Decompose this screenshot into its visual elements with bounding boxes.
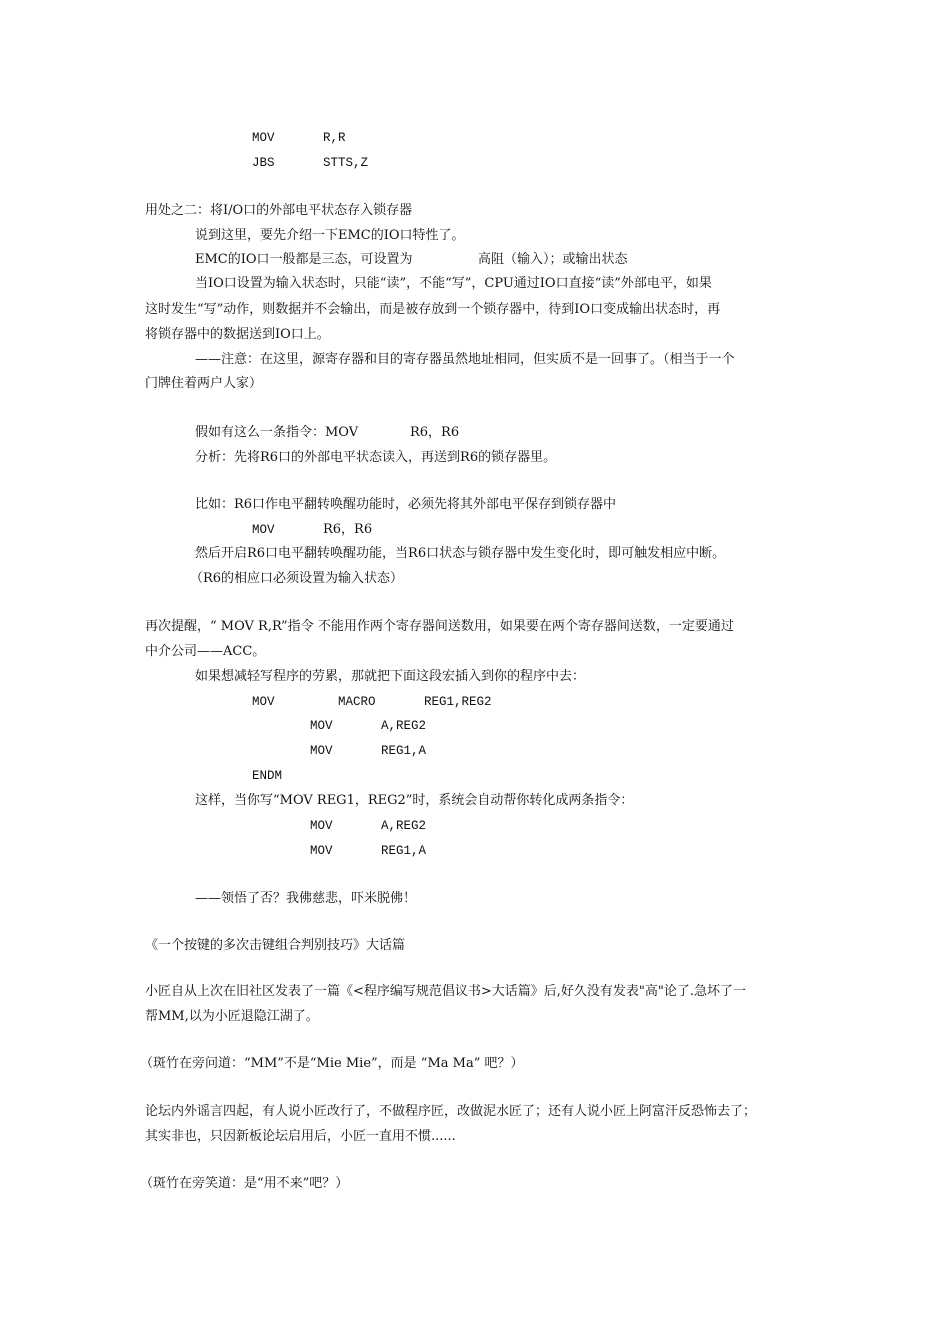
code-op: MOV [310,844,333,858]
code-arg: REG1,A [381,844,427,858]
code-op: MOV [252,695,275,709]
code-op: MOV [252,523,275,537]
paragraph: 论坛内外谣言四起，有人说小匠改行了，不做程序匠，改做泥水匠了；还有人说小匠上阿富汗反恐怖去了； [145,1104,757,1119]
paragraph: R6，R6 [410,425,460,440]
paragraph: 将锁存器中的数据送到IO口上。 [145,327,330,342]
paragraph: 分析：先将R6口的外部电平状态读入，再送到R6的锁存器里。 [195,450,557,465]
code-op: ENDM [252,769,283,783]
paragraph: 再次提醒，“ MOV R,R”指令 不能用作两个寄存器间送数用，如果要在两个寄存器间送数，一定要通过 [145,619,734,634]
article-title: 《一个按键的多次击键组合判别技巧》大话篇 [145,938,406,953]
section-heading: 用处之二：将I/O口的外部电平状态存入锁存器 [145,203,413,218]
code-op: JBS [252,156,275,170]
paragraph: 如果想减轻写程序的劳累，那就把下面这段宏插入到你的程序中去： [195,669,586,684]
code-arg: STTS,Z [323,156,369,170]
paragraph: 中介公司——ACC。 [145,644,266,659]
paragraph: （R6的相应口必须设置为输入状态） [190,571,404,586]
paragraph: 假如有这么一条指令：MOV [195,425,359,440]
code-keyword: MACRO [338,695,376,709]
paragraph: 说到这里，要先介绍一下EMC的IO口特性了。 [195,228,465,243]
paragraph: 小匠自从上次在旧社区发表了一篇《<程序编写规范倡议书>大话篇》后,好久没有发表"高"论了.急坏了一 [145,984,747,999]
note: 门牌住着两户人家） [145,376,263,391]
code-op: MOV [310,744,333,758]
note: ——注意：在这里，源寄存器和目的寄存器虽然地址相同，但实质不是一回事了。（相当于一个 [195,352,735,367]
code-arg: REG1,REG2 [424,695,492,709]
paragraph: ——领悟了否？我佛慈悲，吓米脱佛！ [195,891,417,906]
paragraph: （斑竹在旁笑道：是“用不来”吧？） [140,1176,349,1191]
code-arg: REG1,A [381,744,427,758]
code-arg: A,REG2 [381,819,427,833]
paragraph: 高阻（输入）；或输出状态 [478,252,628,267]
paragraph: 帮MM,以为小匠退隐江湖了。 [145,1009,319,1024]
code-op: MOV [310,819,333,833]
paragraph: （斑竹在旁问道：“MM”不是“Mie Mie”，而是 “Ma Ma” 吧？） [140,1056,524,1071]
paragraph: EMC的IO口一般都是三态，可设置为 [195,252,413,267]
paragraph: 这样，当你写“MOV REG1，REG2”时，系统会自动帮你转化成两条指令： [195,793,634,808]
paragraph: 比如：R6口作电平翻转唤醒功能时，必须先将其外部电平保存到锁存器中 [195,497,617,512]
code-arg: A,REG2 [381,719,427,733]
code-arg: R,R [323,131,346,145]
paragraph: 当IO口设置为输入状态时，只能“读”，不能“写”，CPU通过IO口直接“读”外部电平，如果 [195,276,712,291]
code-arg: R6，R6 [323,522,373,537]
code-op: MOV [310,719,333,733]
paragraph: 这时发生“写”动作，则数据并不会输出，而是被存放到一个锁存器中，待到IO口变成输出状态时，再 [145,302,721,317]
paragraph: 然后开启R6口电平翻转唤醒功能，当R6口状态与锁存器中发生变化时，即可触发相应中断。 [195,546,726,561]
paragraph: 其实非也，只因新板论坛启用后，小匠一直用不惯...... [145,1129,456,1144]
code-op: MOV [252,131,275,145]
